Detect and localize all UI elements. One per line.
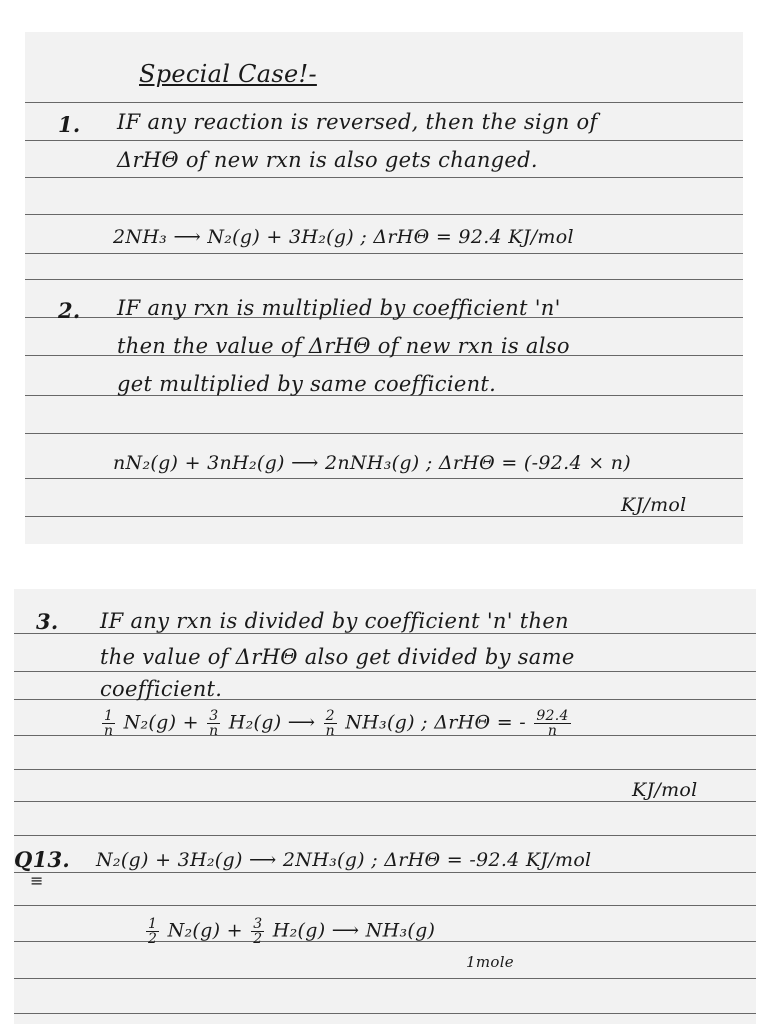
ruled-line xyxy=(14,1013,756,1014)
ruled-line xyxy=(25,516,743,517)
ruled-line xyxy=(14,978,756,979)
notebook-page-top xyxy=(25,32,743,544)
equation-reversed: 2NH₃ ⟶ N₂(g) + 3H₂(g) ; ΔrHΘ = 92.4 KJ/mol xyxy=(113,226,574,248)
ruled-line xyxy=(25,214,743,215)
section-heading: Special Case!- xyxy=(139,60,317,88)
rule-1-line-2: ΔrHΘ of new rxn is also gets changed. xyxy=(117,148,538,172)
ruled-line xyxy=(25,140,743,141)
question-label: Q13. xyxy=(14,847,71,872)
item-number: 2. xyxy=(58,298,81,323)
rule-2-line-3: get multiplied by same coefficient. xyxy=(117,372,497,396)
fraction: $\frac{3}{2}$ xyxy=(253,916,263,947)
item-number: 1. xyxy=(58,112,81,137)
double-underline-mark: ≡ xyxy=(30,871,44,890)
ruled-line xyxy=(25,279,743,280)
ruled-line xyxy=(25,177,743,178)
item-number: 3. xyxy=(36,609,59,634)
ruled-line xyxy=(14,671,756,672)
fraction: $\frac{1}{2}$ xyxy=(148,916,158,947)
rule-2-line-2: then the value of ΔrHΘ of new rxn is also xyxy=(117,334,570,358)
equation-multiplied: nN₂(g) + 3nH₂(g) ⟶ 2nNH₃(g) ; ΔrHΘ = (-92.4 × n) xyxy=(113,452,632,474)
rule-1-line-1: IF any reaction is reversed, then the sign of xyxy=(117,110,598,134)
rule-3-line-3: coefficient. xyxy=(100,677,223,701)
rule-3-line-1: IF any rxn is divided by coefficient 'n' then xyxy=(100,609,569,633)
ruled-line xyxy=(25,433,743,434)
fraction: $\frac{3}{n}$ xyxy=(209,708,219,739)
question-equation: N₂(g) + 3H₂(g) ⟶ 2NH₃(g) ; ΔrHΘ = -92.4 KJ/mol xyxy=(96,849,592,871)
fraction: $\frac{1}{n}$ xyxy=(103,708,114,739)
ruled-line xyxy=(14,633,756,634)
ruled-line xyxy=(14,905,756,906)
rule-2-line-1: IF any rxn is multiplied by coefficient 'n' xyxy=(117,296,561,320)
ruled-line xyxy=(14,801,756,802)
fraction: $\frac{92.4}{n}$ xyxy=(536,708,569,739)
fraction: $\frac{2}{n}$ xyxy=(325,708,335,739)
unit-label: KJ/mol xyxy=(632,779,698,801)
ruled-line xyxy=(14,769,756,770)
ruled-line xyxy=(25,102,743,103)
equation-divided: $\frac{1}{n}$ N₂(g) + $\frac{3}{n}$ H₂(g) ⟶ $\frac{2}{n}$ NH₃(g) ; ΔrHΘ = - $\frac{92.4}{n}$ xyxy=(103,708,569,739)
annotation-note: 1mole xyxy=(466,953,514,971)
half-equation: $\frac{1}{2}$ N₂(g) + $\frac{3}{2}$ H₂(g) ⟶ NH₃(g) xyxy=(148,916,436,947)
unit-label: KJ/mol xyxy=(621,494,687,516)
ruled-line xyxy=(25,478,743,479)
notebook-page-bottom xyxy=(14,589,756,1024)
ruled-line xyxy=(25,253,743,254)
ruled-line xyxy=(14,872,756,873)
rule-3-line-2: the value of ΔrHΘ also get divided by same xyxy=(100,645,575,669)
ruled-line xyxy=(14,835,756,836)
